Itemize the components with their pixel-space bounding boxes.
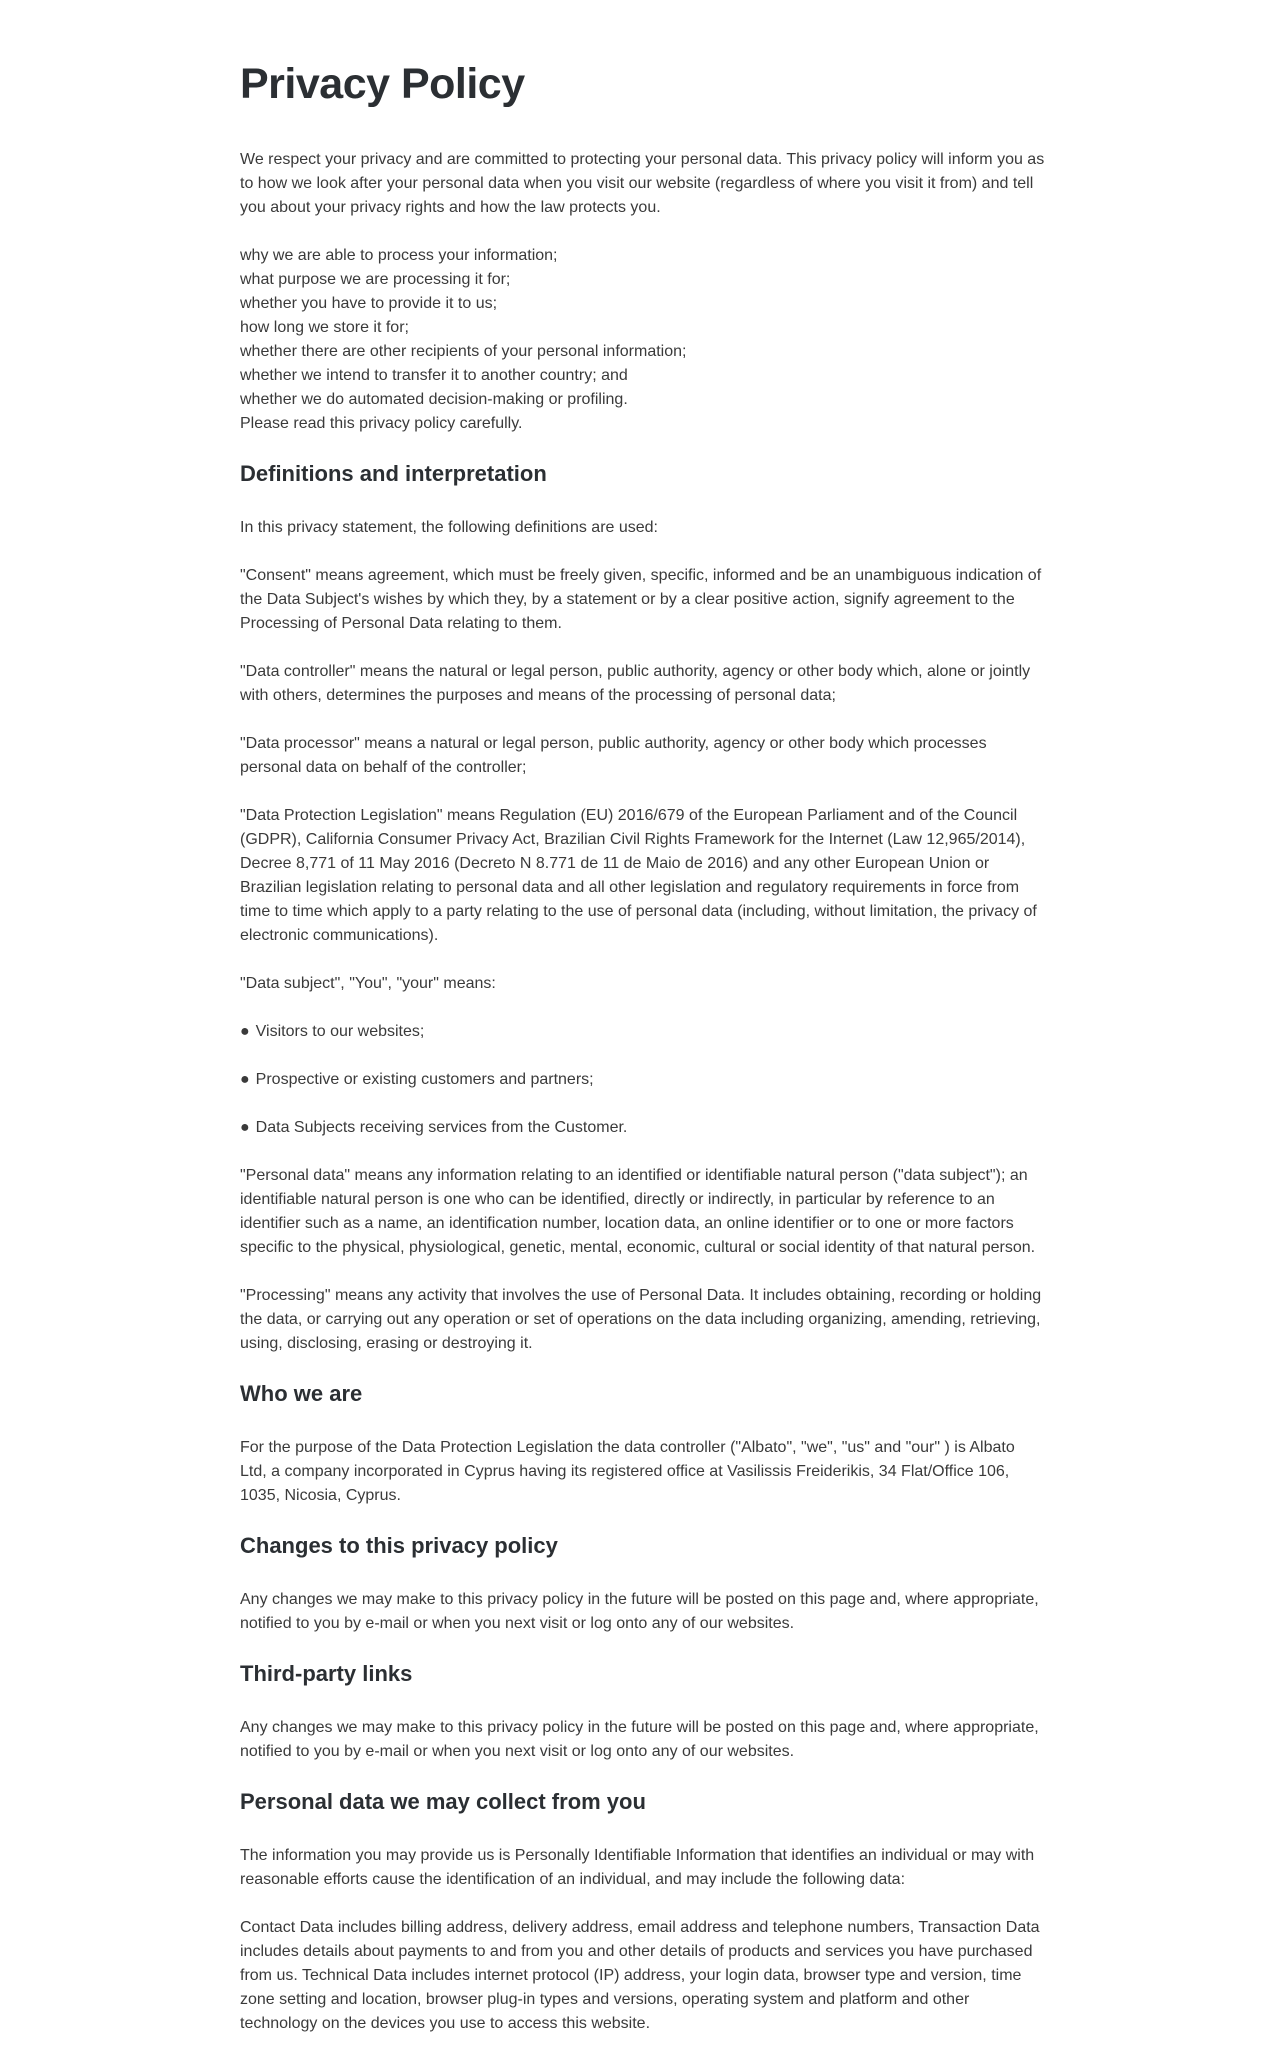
intro-list-item: Please read this privacy policy carefully. bbox=[240, 415, 523, 432]
definitions-lead: In this privacy statement, the following definitions are used: bbox=[240, 519, 658, 536]
definition-data-protection-legislation: "Data Protection Legislation" means Regulation (EU) 2016/679 of the European Parliament and of the Council (GDPR), California Consumer Privacy Act, Brazilian Civil Rights Framework for the Internet (Law 12,965/2014), Decree 8,771 of 11 May 2016 (Decreto N 8.771 de 11 de Maio de 2016) and any other European Union or Brazilian legislation relating to personal data and all other legislation and regulatory requirements in force from time to time which apply to a party relating to the use of personal data (including, without limitation, the privacy of electronic communications). bbox=[240, 807, 1037, 944]
bullet-item bbox=[240, 1116, 1045, 1140]
bullet-item bbox=[240, 1020, 1045, 1044]
intro-list-item: whether there are other recipients of your personal information; bbox=[240, 343, 687, 360]
bullet-text: Visitors to our websites; bbox=[255, 1023, 425, 1040]
bullet-text: Data Subjects receiving services from the Customer. bbox=[255, 1119, 628, 1136]
intro-paragraph: We respect your privacy and are committed to protecting your personal data. This privacy policy will inform you as to how we look after your personal data when you visit our website (regardless of where you visit it from) and tell you about your privacy rights and how the law protects you. bbox=[240, 151, 1045, 216]
collect-text: The information you may provide us is Personally Identifiable Information that identifies an individual or may with reasonable efforts cause the identification of an individual, and may include the following data: bbox=[240, 1847, 1035, 1888]
definition-personal-data: "Personal data" means any information relating to an identified or identifiable natural person ("data subject"); an identifiable natural person is one who can be identified, directly or indirectly, in particular by reference to an identifier such as a name, an identification number, location data, an online identifier or to one or more factors specific to the physical, physiological, genetic, mental, economic, cultural or social identity of that natural person. bbox=[240, 1167, 1036, 1256]
bullet-icon: ● bbox=[240, 1023, 250, 1040]
bullet-text: Prospective or existing customers and partners; bbox=[255, 1071, 594, 1088]
intro-list bbox=[240, 244, 1045, 436]
intro-list-item: whether you have to provide it to us; bbox=[240, 295, 498, 312]
definition-data-subject: "Data subject", "You", "your" means: bbox=[240, 975, 496, 992]
section-heading-changes: Changes to this privacy policy bbox=[240, 1533, 558, 1558]
bullet-icon: ● bbox=[240, 1119, 250, 1136]
third-party-links-text: Any changes we may make to this privacy policy in the future will be posted on this page and, where appropriate, notified to you by e-mail or when you next visit or log onto any of our websites. bbox=[240, 1719, 1039, 1760]
page-title: Privacy Policy bbox=[240, 60, 525, 108]
intro-list-item: why we are able to process your information; bbox=[240, 247, 558, 264]
intro-list-item: whether we do automated decision-making or profiling. bbox=[240, 391, 628, 408]
policy-content bbox=[240, 56, 1045, 2060]
definition-data-controller: "Data controller" means the natural or legal person, public authority, agency or other body which, alone or jointly with others, determines the purposes and means of the processing of personal data; bbox=[240, 663, 1031, 704]
bullet-item bbox=[240, 1068, 1045, 1092]
intro-list-item: what purpose we are processing it for; bbox=[240, 271, 511, 288]
section-heading-third-party-links: Third-party links bbox=[240, 1661, 413, 1686]
changes-text: Any changes we may make to this privacy policy in the future will be posted on this page and, where appropriate, notified to you by e-mail or when you next visit or log onto any of our websites. bbox=[240, 1591, 1039, 1632]
definition-consent: "Consent" means agreement, which must be freely given, specific, informed and be an unambiguous indication of the Data Subject's wishes by which they, by a statement or by a clear positive action, signify agreement to the Processing of Personal Data relating to them. bbox=[240, 567, 1042, 632]
bullet-icon: ● bbox=[240, 1071, 250, 1088]
intro-list-item: how long we store it for; bbox=[240, 319, 409, 336]
section-heading-personal-data-collect: Personal data we may collect from you bbox=[240, 1789, 646, 1814]
collect-details: Contact Data includes billing address, delivery address, email address and telephone numbers, Transaction Data includes details about payments to and from you and other details of products and services you have purchased from us. Technical Data includes internet protocol (IP) address, your login data, browser type and version, time zone setting and location, browser plug-in types and versions, operating system and platform and other technology on the devices you use to access this website. bbox=[240, 1919, 1040, 2032]
definition-processing: "Processing" means any activity that involves the use of Personal Data. It includes obtaining, recording or holding the data, or carrying out any operation or set of operations on the data including organizing, amending, retrieving, using, disclosing, erasing or destroying it. bbox=[240, 1287, 1042, 1352]
definition-data-processor: "Data processor" means a natural or legal person, public authority, agency or other body which processes personal data on behalf of the controller; bbox=[240, 735, 987, 776]
section-heading-who-we-are: Who we are bbox=[240, 1381, 363, 1406]
intro-list-item: whether we intend to transfer it to another country; and bbox=[240, 367, 628, 384]
section-heading-definitions: Definitions and interpretation bbox=[240, 461, 547, 486]
who-we-are-text: For the purpose of the Data Protection Legislation the data controller ("Albato", "we", "us" and "our" ) is Albato Ltd, a company incorporated in Cyprus having its registered office at Vasilissis Freiderikis, 34 Flat/Office 106, 1035, Nicosia, Cyprus. bbox=[240, 1439, 1015, 1504]
